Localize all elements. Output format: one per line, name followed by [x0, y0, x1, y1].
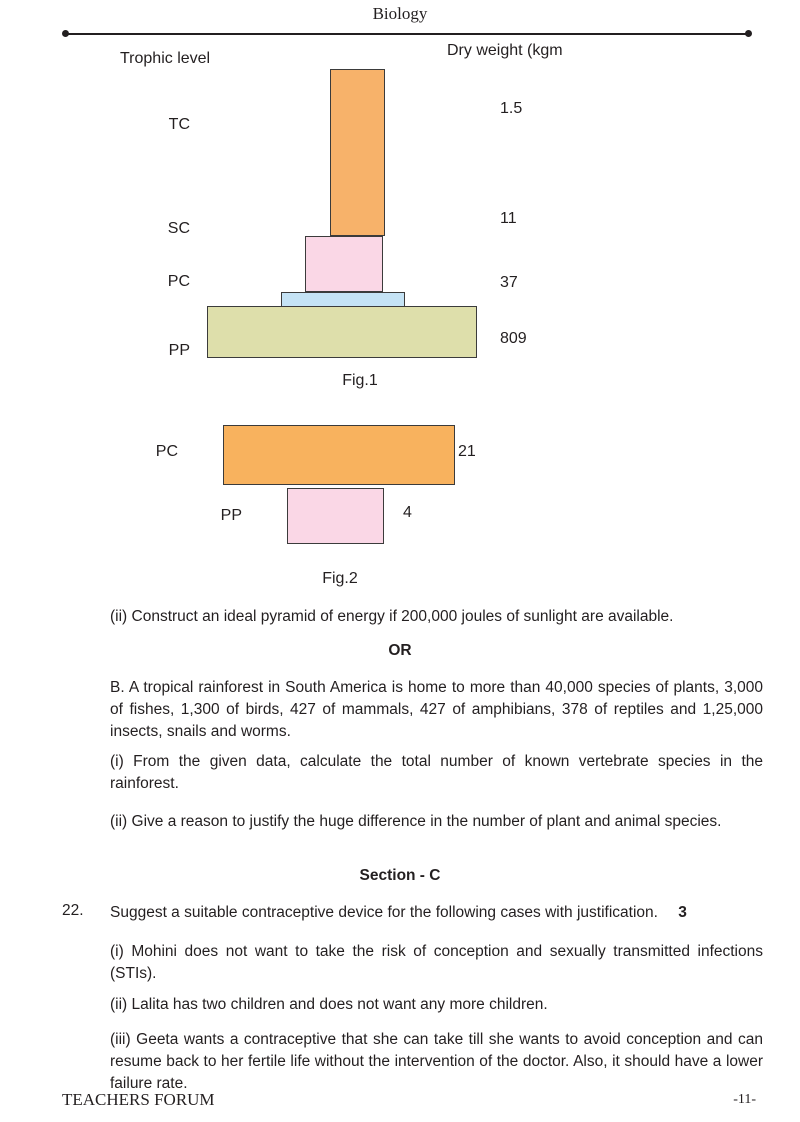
question-22-number: 22. — [62, 902, 84, 919]
question-22-marks: 3 — [678, 904, 687, 921]
figure-1-bar-sc — [305, 236, 383, 292]
question-22-item-i: (i) Mohini does not want to take the risk of conception and sexually transmitted infections (STIs). — [110, 943, 763, 982]
rule-dot-right — [745, 30, 752, 37]
figure-2 — [0, 410, 800, 595]
footer-page-number: -11- — [733, 1092, 756, 1107]
figure-1-bar-pp — [207, 306, 477, 358]
item-ii-energy: (ii) Construct an ideal pyramid of energy if 200,000 joules of sunlight are available. — [110, 608, 674, 625]
figure-1-value-sc: 11 — [500, 210, 517, 227]
figure-2-bar-pc — [223, 425, 455, 485]
figure-2-label-pp: PP — [220, 507, 242, 524]
figure-1-label-pc: PC — [167, 273, 190, 290]
part-b-item-ii: (ii) Give a reason to justify the huge difference in the number of plant and animal species. — [110, 813, 722, 830]
page-header: Biology — [372, 4, 428, 23]
figure-1-axis-label-right: Dry weight (kgm — [447, 42, 563, 59]
footer-brand: TEACHERS FORUM — [62, 1090, 215, 1109]
question-22-item-ii: (ii) Lalita has two children and does not want any more children. — [110, 996, 548, 1013]
figure-1-caption: Fig.1 — [342, 372, 378, 389]
figure-1-label-tc: TC — [168, 116, 190, 133]
rule-line — [66, 33, 748, 35]
figure-1-value-pc: 37 — [500, 274, 518, 291]
figure-2-value-pc: 21 — [458, 443, 476, 460]
figure-2-label-pc: PC — [155, 443, 178, 460]
figure-1 — [0, 38, 800, 398]
figure-1-value-tc: 1.5 — [500, 100, 523, 117]
figure-1-label-sc: SC — [167, 220, 190, 237]
figure-1-label-pp: PP — [168, 342, 190, 359]
question-22-text — [110, 902, 763, 924]
figure-1-bar-tc — [330, 69, 385, 236]
section-c-heading: Section - C — [359, 867, 441, 884]
figure-2-value-pp: 4 — [403, 504, 412, 521]
figure-2-caption: Fig.2 — [322, 570, 358, 587]
header-rule — [62, 30, 752, 38]
question-22-prompt: Suggest a suitable contraceptive device for the following cases with justification. — [110, 904, 658, 921]
figure-1-value-pp: 809 — [500, 330, 527, 347]
part-b-item-i: (i) From the given data, calculate the total number of known vertebrate species in the rainforest. — [110, 753, 763, 792]
figure-1-axis-label-left: Trophic level — [120, 50, 211, 67]
or-divider: OR — [388, 642, 412, 659]
question-22-item-iii: (iii) Geeta wants a contraceptive that she can take till she wants to avoid conception and can resume back to her fertile life without the intervention of the doctor. Also, it should have a lower failure rate. — [110, 1031, 763, 1092]
part-b-paragraph: B. A tropical rainforest in South America is home to more than 40,000 species of plants, 3,000 of fishes, 1,300 of birds, 427 of mammals, 427 of amphibians, 378 of reptiles and 1,25,000 insects, snails and worms. — [110, 679, 763, 740]
figure-2-bar-pp — [287, 488, 384, 544]
